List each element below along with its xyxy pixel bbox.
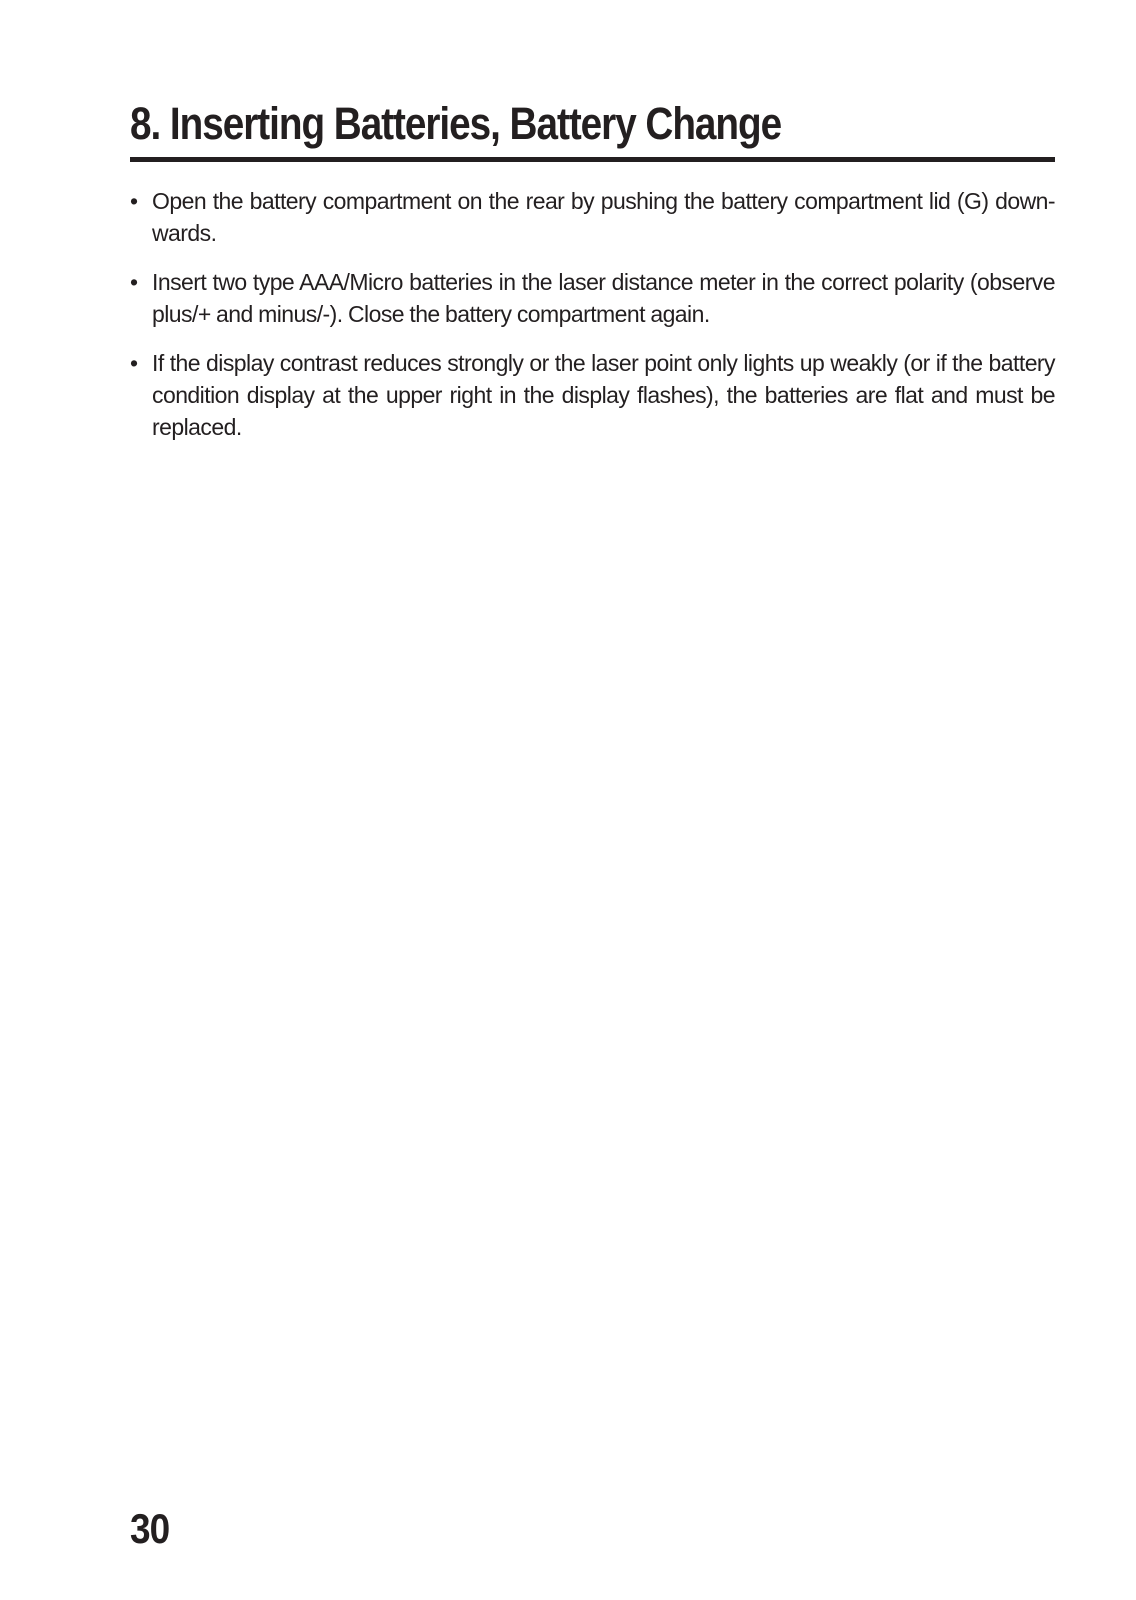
section-title: 8. Inserting Batteries, Battery Change	[130, 98, 782, 149]
list-item-text: If the display contrast reduces strongly or the laser point only lights up weakly (or if the battery condition display at the upper right in the display flashes), the batteries are flat and must be replaced.	[152, 350, 1055, 440]
list-item	[130, 266, 1055, 330]
page-number: 30	[130, 1505, 170, 1552]
bullet-icon: •	[130, 269, 138, 295]
list-item-text: Insert two type AAA/Micro batteries in the laser distance meter in the correct polarity (observe plus/+ and minus/-). Close the battery compartment again.	[152, 269, 1055, 327]
instruction-list	[130, 185, 1055, 460]
list-item	[130, 347, 1055, 443]
bullet-icon: •	[130, 350, 138, 376]
title-underline-rule	[130, 157, 1055, 162]
bullet-icon: •	[130, 188, 138, 214]
list-item	[130, 185, 1055, 249]
list-item-text: Open the battery compartment on the rear by pushing the battery compartment lid (G) down-wards.	[152, 188, 1055, 246]
